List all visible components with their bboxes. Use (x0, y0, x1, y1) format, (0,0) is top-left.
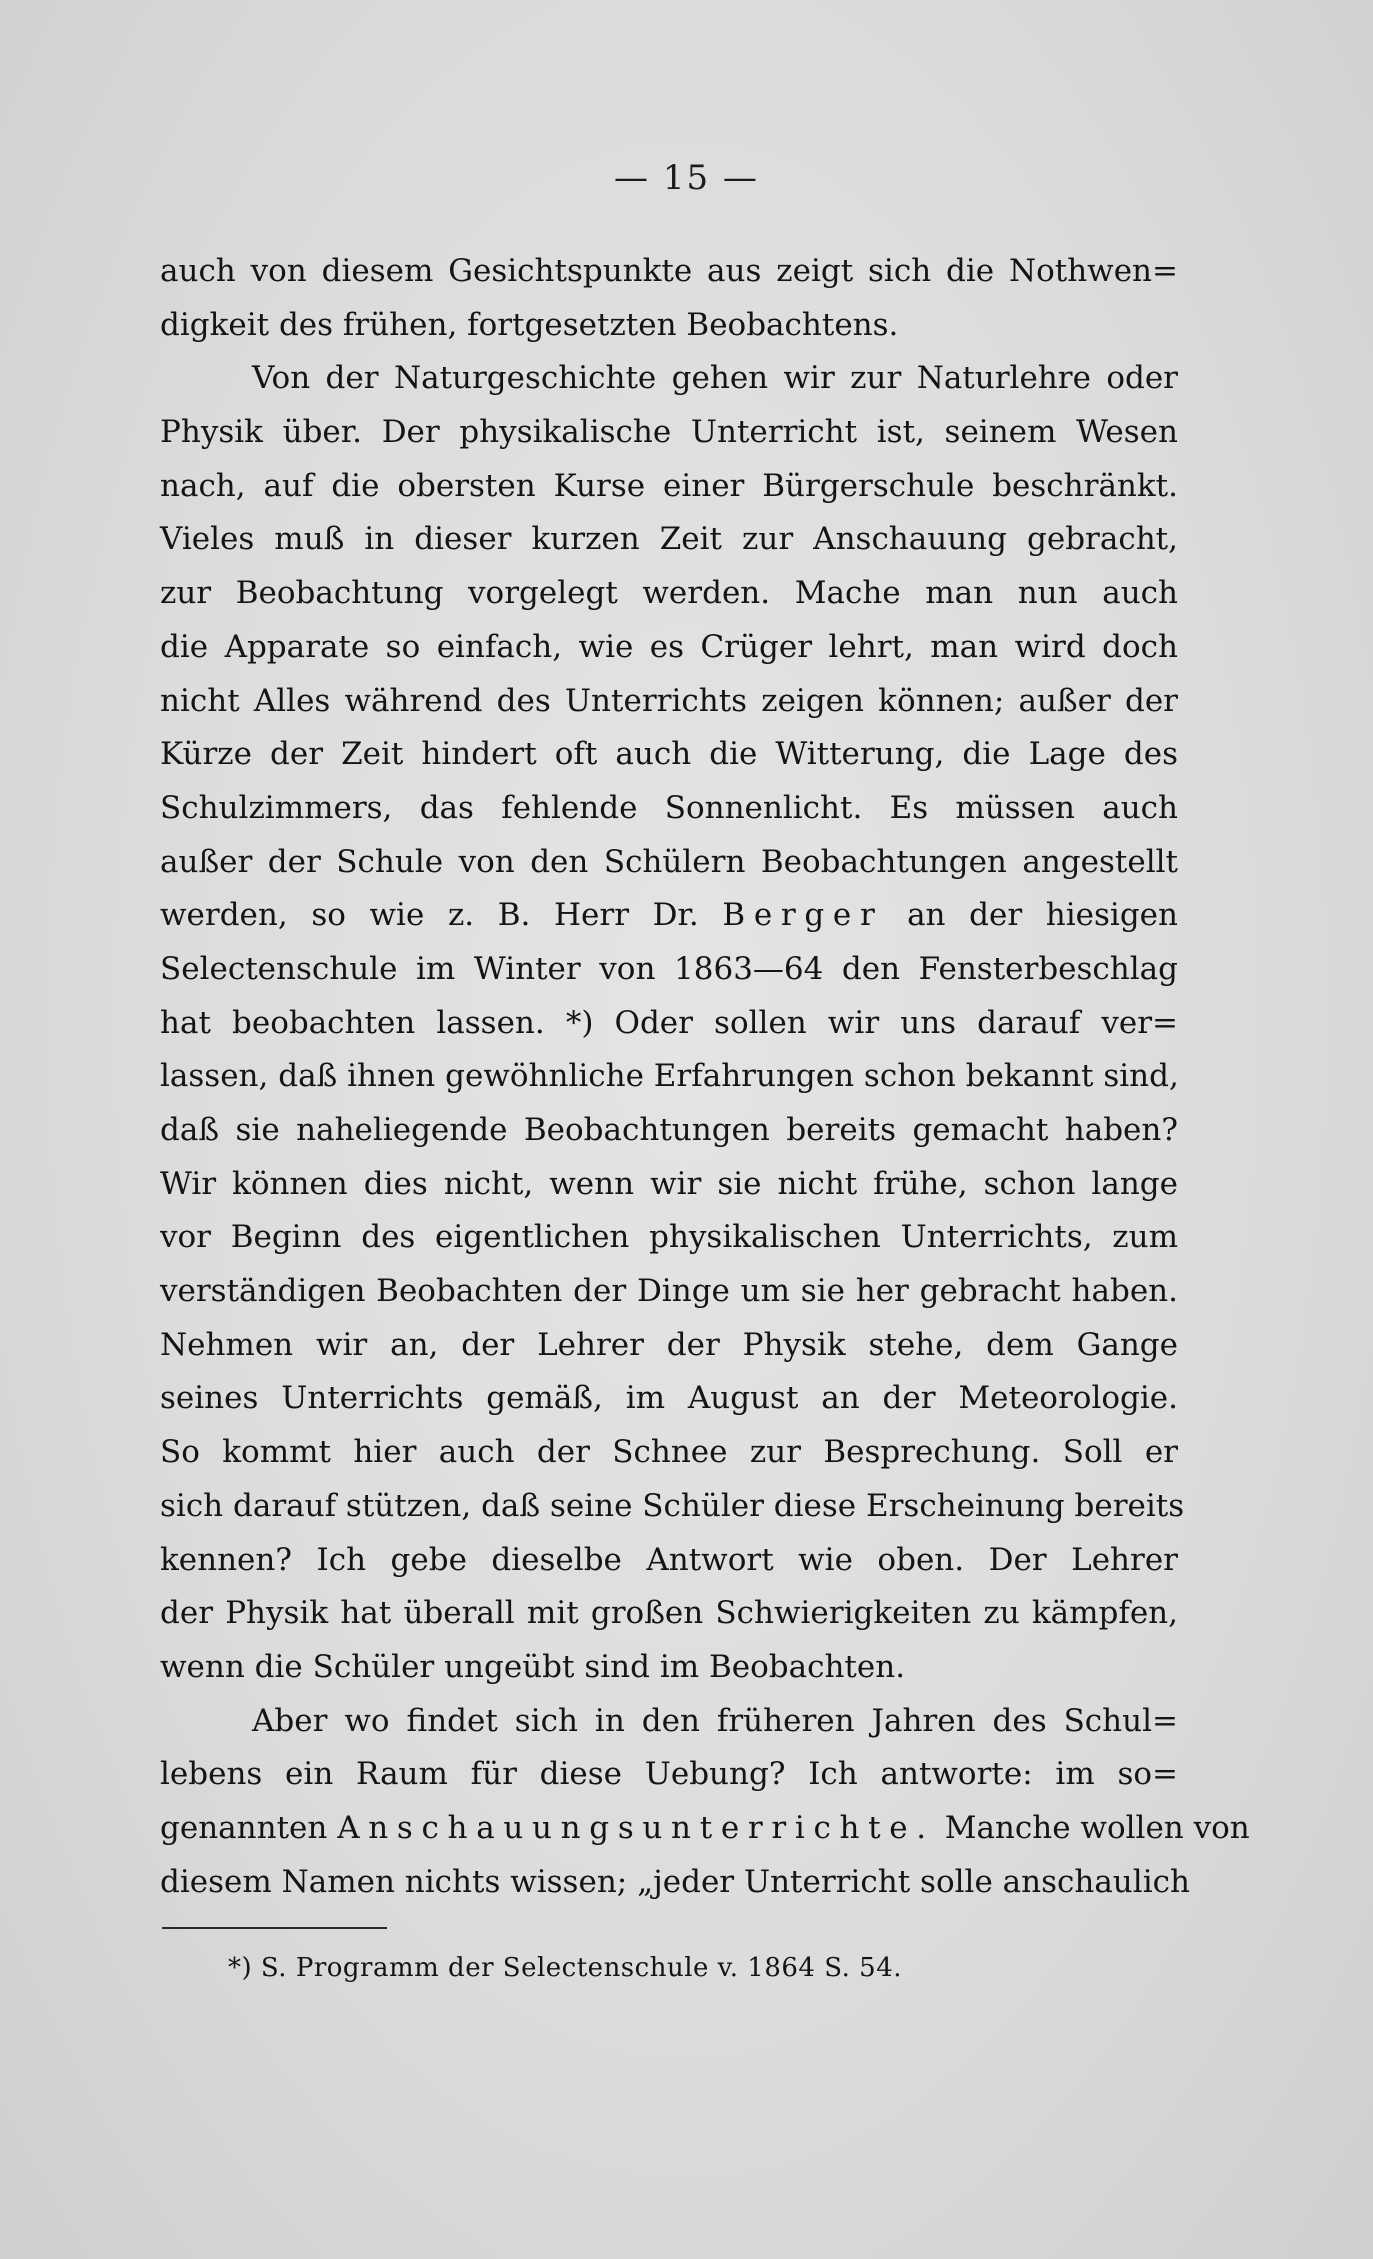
text-line: diesem Namen nichts wissen; „jeder Unterricht solle anschaulich (160, 1863, 1190, 1900)
text-line: verständigen Beobachten der Dinge um sie her gebracht haben. (160, 1273, 1178, 1310)
text-line: Wir können dies nicht, wenn wir sie nicht frühe, schon lange (160, 1165, 1178, 1202)
text-line: die Apparate so einfach, wie es Crüger lehrt, man wird doch (160, 628, 1178, 665)
text-line: Schulzimmers, das fehlende Sonnenlicht. Es müssen auch (160, 789, 1178, 826)
text-line (160, 1802, 1250, 1856)
text-line: nicht Alles während des Unterrichts zeigen können; außer der (160, 682, 1178, 719)
text-segment: an der hiesigen (907, 897, 1178, 934)
emphasized-term: Anschauungsunterrichte. (337, 1809, 935, 1846)
text-line: lebens ein Raum für diese Uebung? Ich antworte: im so= (160, 1756, 1178, 1793)
text-line: seines Unterrichts gemäß, im August an der Meteorologie. (160, 1380, 1178, 1417)
text-line: Nehmen wir an, der Lehrer der Physik stehe, dem Gange (160, 1326, 1178, 1363)
text-line: Vieles muß in dieser kurzen Zeit zur Anschauung gebracht, (160, 521, 1178, 558)
page-number: — 15 — (614, 158, 759, 198)
text-line: nach, auf die obersten Kurse einer Bürgerschule beschränkt. (160, 467, 1178, 504)
text-line: digkeit des frühen, fortgesetzten Beobachtens. (160, 306, 899, 343)
text-line: lassen, daß ihnen gewöhnliche Erfahrungen schon bekannt sind, (160, 1058, 1179, 1095)
text-line: zur Beobachtung vorgelegt werden. Mache man nun auch (160, 575, 1178, 612)
text-line: außer der Schule von den Schülern Beobachtungen angestellt (160, 843, 1178, 880)
text-segment: Manche wollen von (944, 1809, 1250, 1846)
text-line (160, 889, 1178, 943)
body-text (160, 245, 1250, 1909)
text-line: der Physik hat überall mit großen Schwierigkeiten zu kämpfen, (160, 1595, 1178, 1632)
text-line: Selectenschule im Winter von 1863—64 den Fensterbeschlag (160, 950, 1178, 987)
text-line: auch von diesem Gesichtspunkte aus zeigt sich die Nothwen= (160, 253, 1178, 289)
emphasized-name: Berger (722, 897, 884, 934)
text-line: Aber wo findet sich in den früheren Jahren des Schul= (252, 1702, 1178, 1739)
text-line: hat beobachten lassen. *) Oder sollen wir uns darauf ver= (160, 1004, 1178, 1041)
text-line: daß sie naheliegende Beobachtungen bereits gemacht haben? (160, 1112, 1178, 1148)
text-line: Kürze der Zeit hindert oft auch die Witterung, die Lage des (160, 736, 1178, 773)
text-segment: genannten (160, 1809, 328, 1846)
footnote: *) S. Programm der Selectenschule v. 1864 S. 54. (228, 1953, 902, 1983)
text-line: Physik über. Der physikalische Unterricht ist, seinem Wesen (160, 414, 1178, 451)
text-segment: werden, so wie z. B. Herr Dr. (160, 897, 699, 934)
text-line: vor Beginn des eigentlichen physikalischen Unterrichts, zum (160, 1219, 1178, 1256)
text-line: So kommt hier auch der Schnee zur Besprechung. Soll er (160, 1434, 1178, 1471)
text-line: sich darauf stützen, daß seine Schüler diese Erscheinung bereits (160, 1487, 1185, 1524)
text-line: Von der Naturgeschichte gehen wir zur Naturlehre oder (252, 360, 1178, 397)
footnote-divider (162, 1927, 387, 1929)
text-line: wenn die Schüler ungeübt sind im Beobachten. (160, 1648, 906, 1685)
text-line: kennen? Ich gebe dieselbe Antwort wie oben. Der Lehrer (160, 1541, 1178, 1578)
